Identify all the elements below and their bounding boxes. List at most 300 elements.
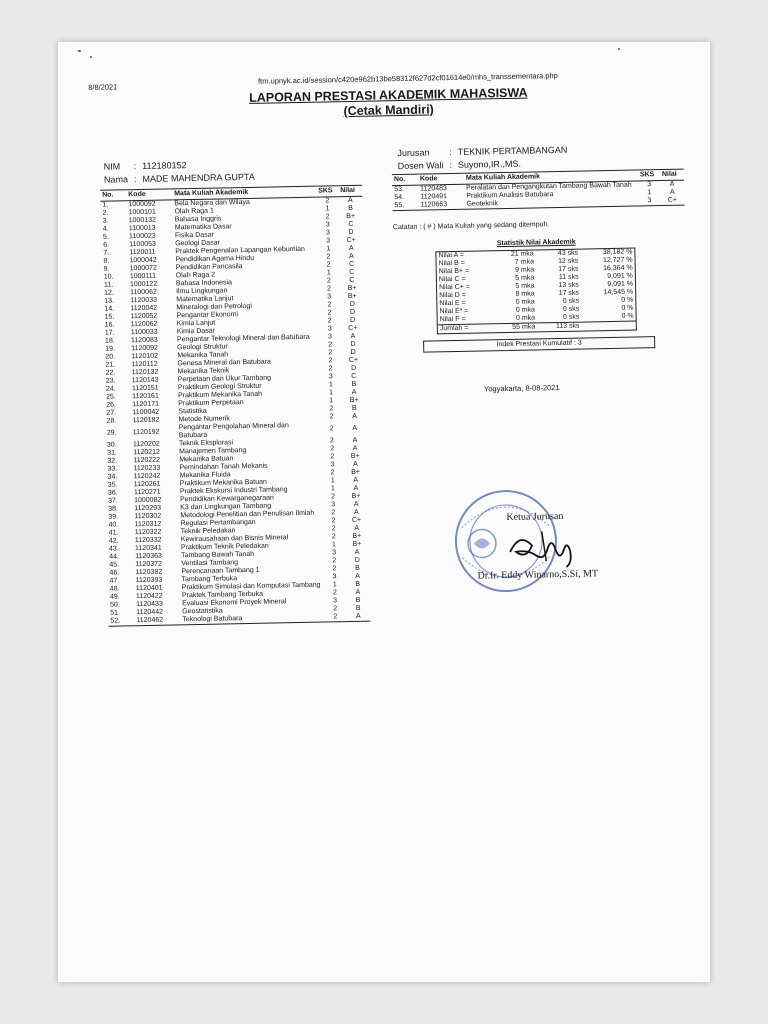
course-code: 1120442: [136, 608, 164, 617]
course-code: 1000082: [134, 496, 162, 505]
course-grade: A: [669, 180, 675, 188]
department-info: [395, 143, 573, 174]
stat-label: Nilai A =: [438, 251, 465, 260]
course-sks: 2: [328, 349, 333, 357]
place-date: Yogyakarta, 8-08-2021: [483, 383, 560, 394]
course-sks: 1: [326, 269, 331, 277]
course-code: 1120382: [135, 568, 163, 577]
colon: :: [133, 174, 137, 185]
stat-label: Nilai C+ =: [438, 283, 470, 292]
course-grade: A: [353, 508, 359, 516]
ipk-box: Indek Prestasi Kumulatif : 3: [423, 336, 655, 352]
course-sks: 3: [332, 549, 337, 557]
course-code: 1120422: [135, 592, 163, 601]
col-no: No.: [392, 174, 418, 185]
course-sks: 2: [327, 309, 332, 317]
course-sks: 2: [326, 253, 331, 261]
course-sks: 3: [325, 229, 330, 237]
course-name: Bela Negara dan Wilaya: [174, 198, 250, 208]
course-no: 31.: [107, 449, 117, 457]
course-grade: D: [350, 340, 356, 349]
stat-pct: 9,091 %: [607, 280, 634, 289]
catatan-note: Catatan : ( # ) Mata Kuliah yang sedang ditempuh.: [392, 221, 550, 232]
course-grade: C+: [346, 236, 356, 245]
course-code: 1120192: [132, 428, 160, 437]
course-grade: B: [355, 596, 361, 604]
course-sks: 1: [331, 541, 336, 549]
course-code: 1000042: [129, 256, 157, 265]
stat-pct: 0 %: [621, 296, 634, 304]
course-name: Geostatistika: [182, 607, 223, 616]
course-code: 1120042: [130, 304, 158, 313]
course-sks: 3: [328, 373, 333, 381]
course-name: Tambang Terbuka: [181, 575, 238, 584]
course-no: 42.: [108, 537, 119, 545]
paper-speck: [78, 50, 81, 52]
course-code: 1120462: [134, 616, 180, 625]
course-code: 1120401: [135, 584, 163, 593]
course-name: Matematika Dasar: [174, 223, 232, 232]
course-name: Olah Raga 2: [175, 271, 216, 280]
stat-label: Nilai E* =: [439, 307, 469, 316]
course-code: 1100053: [129, 240, 156, 249]
col-kode: Kode: [126, 189, 172, 201]
course-grade: B+: [347, 284, 357, 293]
course-name: K3 dan Lingkungan Tambang: [180, 502, 272, 512]
course-no: 25.: [106, 393, 116, 401]
course-sks: 1: [325, 205, 330, 213]
course-sks: 1: [647, 189, 652, 197]
course-grade: A: [352, 436, 358, 444]
course-grade: A: [350, 332, 356, 341]
stat-sks: 0 sks: [562, 297, 580, 305]
course-sks: 2: [327, 301, 332, 309]
stat-pct: 9,091 %: [607, 272, 633, 281]
course-name: Mekanika Fluida: [179, 471, 231, 480]
course-no: 19.: [105, 345, 115, 353]
course-name: Geologi Dasar: [175, 239, 220, 248]
course-sks: 2: [325, 213, 330, 221]
course-grade: A: [349, 252, 354, 261]
course-name: Pendidikan Pancasila: [175, 263, 243, 272]
paper-sheet: [58, 42, 710, 982]
course-name: Olah Raga 1: [174, 207, 214, 216]
title-line-2: (Cetak Mandiri): [343, 102, 434, 119]
course-name: Praktikum Mekanika Tanah: [178, 390, 263, 400]
course-sks: 2: [331, 493, 336, 501]
course-grade: A: [669, 188, 675, 196]
course-grade: A: [348, 244, 354, 253]
page-title: [238, 85, 539, 121]
course-no: 46.: [109, 569, 120, 577]
course-grade: A: [353, 500, 359, 508]
course-grade: C+: [660, 197, 684, 206]
course-grade: C: [351, 372, 357, 381]
course-table-left: [100, 185, 370, 627]
course-sks: 2: [331, 509, 336, 517]
course-no: 47.: [109, 577, 120, 585]
course-grade: D: [350, 348, 356, 357]
course-sks: 2: [326, 261, 331, 269]
course-name: Matematika Lanjut: [176, 295, 234, 304]
course-name: Bahasa Indonesia: [175, 279, 233, 288]
stat-label: Nilai B+ =: [438, 267, 470, 276]
course-no: 12.: [104, 289, 114, 297]
course-grade: A: [353, 460, 358, 468]
course-grade: B: [355, 564, 360, 572]
course-code: 1100033: [130, 328, 158, 337]
course-no: 2.: [102, 209, 109, 217]
course-sks: 2: [329, 405, 334, 413]
signature-role: Ketua Jurusan: [506, 510, 564, 524]
course-code: 1000101: [128, 208, 156, 217]
stat-title: Statistik Nilai Akademik: [496, 238, 576, 248]
course-name: Pengantar Ekonomi: [176, 311, 239, 320]
course-no: 17.: [104, 329, 115, 337]
course-name: Ilmu Lingkungan: [176, 287, 228, 296]
course-name: Peralatan dan Pengangkutan Tambang Bawah Tanah: [466, 181, 632, 192]
course-rows-right: [392, 180, 684, 211]
course-name: Pendidikan Agama Hindu: [175, 254, 255, 264]
course-no: 40.: [108, 521, 119, 529]
stat-table: [435, 248, 637, 335]
col-no: No.: [100, 190, 126, 201]
course-no: 54.: [394, 193, 405, 202]
course-no: 15.: [104, 313, 115, 321]
course-sks: 2: [332, 565, 337, 573]
course-code: 1120161: [132, 392, 159, 401]
course-no: 13.: [104, 297, 115, 305]
stat-pct: 0 %: [621, 312, 634, 320]
stat-label: Nilai E =: [439, 299, 466, 308]
course-no: 49.: [109, 593, 120, 601]
course-grade: B: [351, 380, 357, 388]
course-rows-left: [100, 196, 370, 626]
course-code: 1000122: [129, 280, 158, 289]
course-name: Praktikum Geologi Struktur: [177, 382, 262, 392]
course-sks: 2: [331, 533, 336, 541]
course-no: 4.: [102, 225, 109, 233]
stat-mka: 5 mka: [515, 282, 535, 290]
course-name: Teknik Peledakan: [180, 527, 236, 536]
course-name: Praktek Tambang Terbuka: [181, 590, 264, 600]
course-grade: A: [354, 548, 360, 556]
course-no: 55.: [392, 202, 418, 211]
course-name: Kimia Dasar: [176, 327, 216, 336]
stat-mka: 9 mka: [514, 266, 535, 274]
course-no: 50.: [110, 601, 120, 609]
course-grade: A: [346, 613, 370, 622]
stat-mka: 0 mka: [515, 298, 535, 306]
colon: :: [449, 147, 452, 158]
course-code: 1120483: [420, 185, 447, 193]
course-sks: 3: [647, 181, 652, 189]
course-name: Teknologi Batubara: [180, 614, 324, 625]
course-grade: B: [348, 204, 353, 213]
stat-pct: 0 %: [621, 304, 634, 312]
course-name: Kewirausahaan dan Bisnis Mineral: [180, 534, 289, 544]
course-code: 1120312: [134, 520, 162, 529]
course-grade: B+: [349, 396, 359, 405]
course-grade: A: [353, 476, 359, 484]
course-no: 37.: [108, 497, 118, 505]
course-sks: 1: [330, 477, 335, 485]
course-grade: C: [348, 260, 355, 269]
paper-speck: [618, 48, 620, 50]
course-code: 1120293: [134, 504, 162, 513]
course-sks: 3: [327, 333, 332, 341]
course-code: 1120151: [131, 384, 159, 393]
course-name: Perencanaan Tambang 1: [181, 566, 260, 576]
course-no: 28.: [106, 417, 117, 425]
colon: :: [449, 160, 452, 171]
print-url: ftm.upnyk.ac.id/session/c420e962b13be58312f627d2cf01614e0/mhs_transsementara.php: [257, 70, 558, 86]
course-no: 9.: [103, 265, 110, 273]
course-grade: A: [355, 572, 360, 580]
paper-speck: [90, 56, 92, 58]
course-no: 26.: [106, 401, 117, 409]
stat-pct: 16,364 %: [603, 264, 633, 273]
student-info: [102, 157, 261, 188]
course-sks: 3: [332, 573, 337, 581]
course-grade: B+: [347, 292, 357, 301]
course-sks: 1: [332, 581, 337, 589]
course-name: Tambang Bawah Tanah: [181, 550, 255, 560]
course-grade: B+: [350, 452, 360, 461]
course-sks: 2: [333, 605, 338, 613]
course-grade: D: [354, 556, 360, 564]
course-sks: 2: [328, 341, 333, 349]
col-mk: Mata Kuliah Akademik: [172, 186, 316, 200]
course-name: Mekanika Tanah: [177, 351, 229, 360]
course-code: 1120083: [130, 336, 158, 345]
course-no: 20.: [105, 353, 116, 361]
course-code: 1120132: [131, 368, 159, 377]
course-code: 1100023: [128, 232, 156, 241]
course-sks: 2: [327, 317, 332, 325]
course-grade: A: [352, 424, 358, 432]
course-sks: 1: [329, 397, 334, 405]
course-code: 1120302: [134, 512, 162, 521]
course-sks: 2: [332, 557, 337, 565]
course-name: Mineralogi dan Petrologi: [176, 302, 252, 312]
course-name: Manajemen Tambang: [179, 447, 247, 456]
course-code: 1100013: [128, 224, 156, 233]
course-sks: 3: [330, 461, 335, 469]
course-grade: B+: [352, 532, 362, 541]
stat-mka: 8 mka: [515, 290, 535, 298]
course-code: 1000092: [128, 200, 156, 209]
course-name: Praktikum Teknik Peledakan: [180, 542, 269, 552]
course-code: 1120271: [133, 488, 161, 497]
course-no: 52.: [108, 617, 134, 626]
course-sks: 2: [326, 277, 331, 285]
stat-empty-cell: [581, 321, 636, 331]
stat-sks: 43 sks: [557, 249, 579, 258]
jurusan-label: Jurusan: [397, 147, 430, 159]
course-grade: B: [355, 604, 361, 612]
course-no: 44.: [109, 553, 119, 561]
course-grade: C: [349, 276, 355, 285]
course-name: Perpetaan dan Ukur Tambang: [177, 374, 272, 384]
col-sks: SKS: [316, 186, 338, 197]
stat-sks: 17 sks: [558, 289, 579, 298]
stat-pct: 38,182 %: [602, 248, 633, 257]
course-name: Regulasi Pertambangan: [180, 518, 256, 528]
course-sks: 1: [328, 381, 333, 389]
course-no: 29.: [106, 429, 117, 437]
course-no: 43.: [108, 545, 119, 553]
course-no: 21.: [105, 361, 116, 369]
course-sks: 3: [326, 237, 331, 245]
course-code: 1120011: [129, 248, 156, 257]
course-code: 1120222: [133, 456, 161, 465]
transcript-document: [88, 68, 688, 625]
course-sks: 2: [331, 517, 336, 525]
course-code: 1120261: [133, 480, 161, 489]
dosen-label: Dosen Wali: [397, 160, 444, 172]
course-table-right: [392, 169, 685, 212]
course-sks: 2: [329, 425, 334, 433]
course-grade: C+: [348, 356, 359, 365]
course-name: Bahasa Inggris: [174, 215, 222, 224]
course-sks: 3: [327, 325, 332, 333]
course-name: Praktikum Perpetaan: [178, 399, 244, 408]
course-no: 14.: [104, 305, 115, 313]
course-no: 3.: [102, 217, 109, 225]
course-grade: C: [349, 268, 355, 277]
course-sks: 3: [327, 293, 332, 301]
stat-mka: 0 mka: [515, 306, 535, 314]
course-grade: B: [355, 580, 361, 588]
course-grade: A: [351, 388, 357, 396]
course-name: Fisika Dasar: [174, 231, 214, 240]
course-code: 1120143: [131, 376, 159, 385]
course-no: 51.: [110, 609, 121, 617]
course-grade: A: [354, 524, 360, 532]
nama-label: Nama: [103, 174, 129, 185]
course-no: 24.: [105, 385, 116, 393]
course-grade: C+: [351, 516, 362, 525]
col-nilai: Nilai: [338, 185, 362, 196]
stat-mka: 0 mka: [515, 314, 536, 322]
stat-total-mka: 55 mka: [494, 323, 537, 333]
stat-mka: 5 mka: [515, 274, 535, 282]
stat-sks: 12 sks: [557, 257, 579, 266]
course-sks: 2: [331, 525, 336, 533]
course-code: 1120212: [133, 448, 160, 457]
course-grade: A: [352, 412, 357, 420]
course-name: Mekanika Batuan: [179, 455, 234, 464]
course-no: 7.: [103, 249, 110, 257]
course-grade: D: [349, 300, 355, 309]
course-no: 6.: [103, 241, 110, 249]
course-code: 1000132: [128, 216, 157, 225]
course-grade: D: [349, 308, 356, 317]
handwritten-signature-icon: [502, 520, 593, 572]
course-grade: C: [348, 220, 354, 229]
course-sks: 2: [330, 469, 335, 477]
course-code: 1120663: [418, 201, 464, 210]
course-sks: 2: [328, 357, 333, 365]
course-name: Pengantar Pengolahan Mineral dan Batubara: [178, 422, 289, 440]
course-name: Statistika: [178, 407, 207, 416]
course-name: Praktek Ekskursi Industri Tambang: [179, 486, 288, 496]
stat-mka: 21 mka: [510, 250, 534, 258]
course-no: 45.: [109, 561, 120, 569]
nama-value: MADE MAHENDRA GUPTA: [142, 171, 255, 184]
course-no: 5.: [102, 233, 109, 241]
course-name: Evaluasi Ekonomi Proyek Mineral: [182, 598, 287, 608]
course-no: 22.: [105, 369, 116, 377]
course-grade: C+: [348, 324, 358, 333]
stat-label: Nilai B =: [438, 259, 465, 268]
course-code: 1120363: [135, 552, 162, 561]
course-sks: 3: [638, 197, 660, 206]
course-code: 1120052: [130, 312, 158, 321]
nim-value: 112180152: [142, 160, 187, 171]
course-code: 1120491: [420, 193, 448, 201]
course-code: 1120233: [133, 464, 161, 473]
course-code: 1120033: [130, 296, 158, 305]
stat-sks: 0 sks: [562, 305, 580, 313]
col-kode: Kode: [418, 173, 464, 185]
course-grade: B+: [352, 540, 362, 549]
stat-mka: 7 mka: [514, 258, 535, 266]
course-no: 11.: [103, 281, 114, 289]
title-line-1: LAPORAN PRESTASI AKADEMIK MAHASISWA: [248, 85, 528, 105]
course-name: Praktikum Mekanika Batuan: [179, 478, 267, 488]
course-no: 18.: [104, 337, 115, 345]
course-name: Geologi Struktur: [177, 343, 228, 352]
course-code: 1120341: [134, 544, 162, 553]
stat-pct: 12,727 %: [602, 256, 633, 265]
course-grade: D: [350, 364, 357, 373]
course-no: 30.: [106, 441, 117, 449]
course-name: Pengantar Teknologi Mineral dan Batubara: [176, 333, 310, 344]
course-grade: A: [347, 196, 353, 205]
course-grade: A: [353, 484, 359, 492]
course-name: Genesa Mineral dan Batubara: [177, 358, 271, 368]
stat-pct: 14,545 %: [603, 288, 634, 297]
course-code: 1120433: [136, 600, 163, 609]
course-grade: B: [351, 404, 357, 412]
course-name: Metode Numerik: [178, 415, 230, 424]
course-code: 1120062: [130, 320, 158, 329]
course-no: 34.: [107, 473, 118, 481]
course-no: 10.: [103, 273, 114, 281]
course-code: 1120182: [132, 416, 160, 425]
course-name: Kimia Lanjut: [176, 319, 216, 328]
course-sks: 2: [329, 413, 334, 421]
course-code: 1120242: [133, 472, 161, 481]
course-sks: 2: [329, 437, 334, 445]
course-grade: B+: [351, 468, 361, 477]
course-name: Praktek Pengenalan Lapangan Kebumian: [175, 245, 305, 256]
course-code: 1000111: [129, 272, 157, 281]
course-code: 1120202: [132, 440, 160, 449]
course-code: 1100062: [130, 288, 157, 297]
course-sks: 2: [325, 197, 330, 205]
course-no: 23.: [105, 377, 116, 385]
course-no: 16.: [104, 321, 115, 329]
colon: :: [133, 161, 137, 172]
course-code: 1000072: [129, 264, 157, 273]
course-sks: 1: [330, 485, 335, 493]
stat-sks: 11 sks: [558, 273, 579, 281]
course-name: Praktikum Simulasi dan Komputasi Tambang: [181, 581, 321, 592]
course-grade: B+: [351, 492, 361, 501]
